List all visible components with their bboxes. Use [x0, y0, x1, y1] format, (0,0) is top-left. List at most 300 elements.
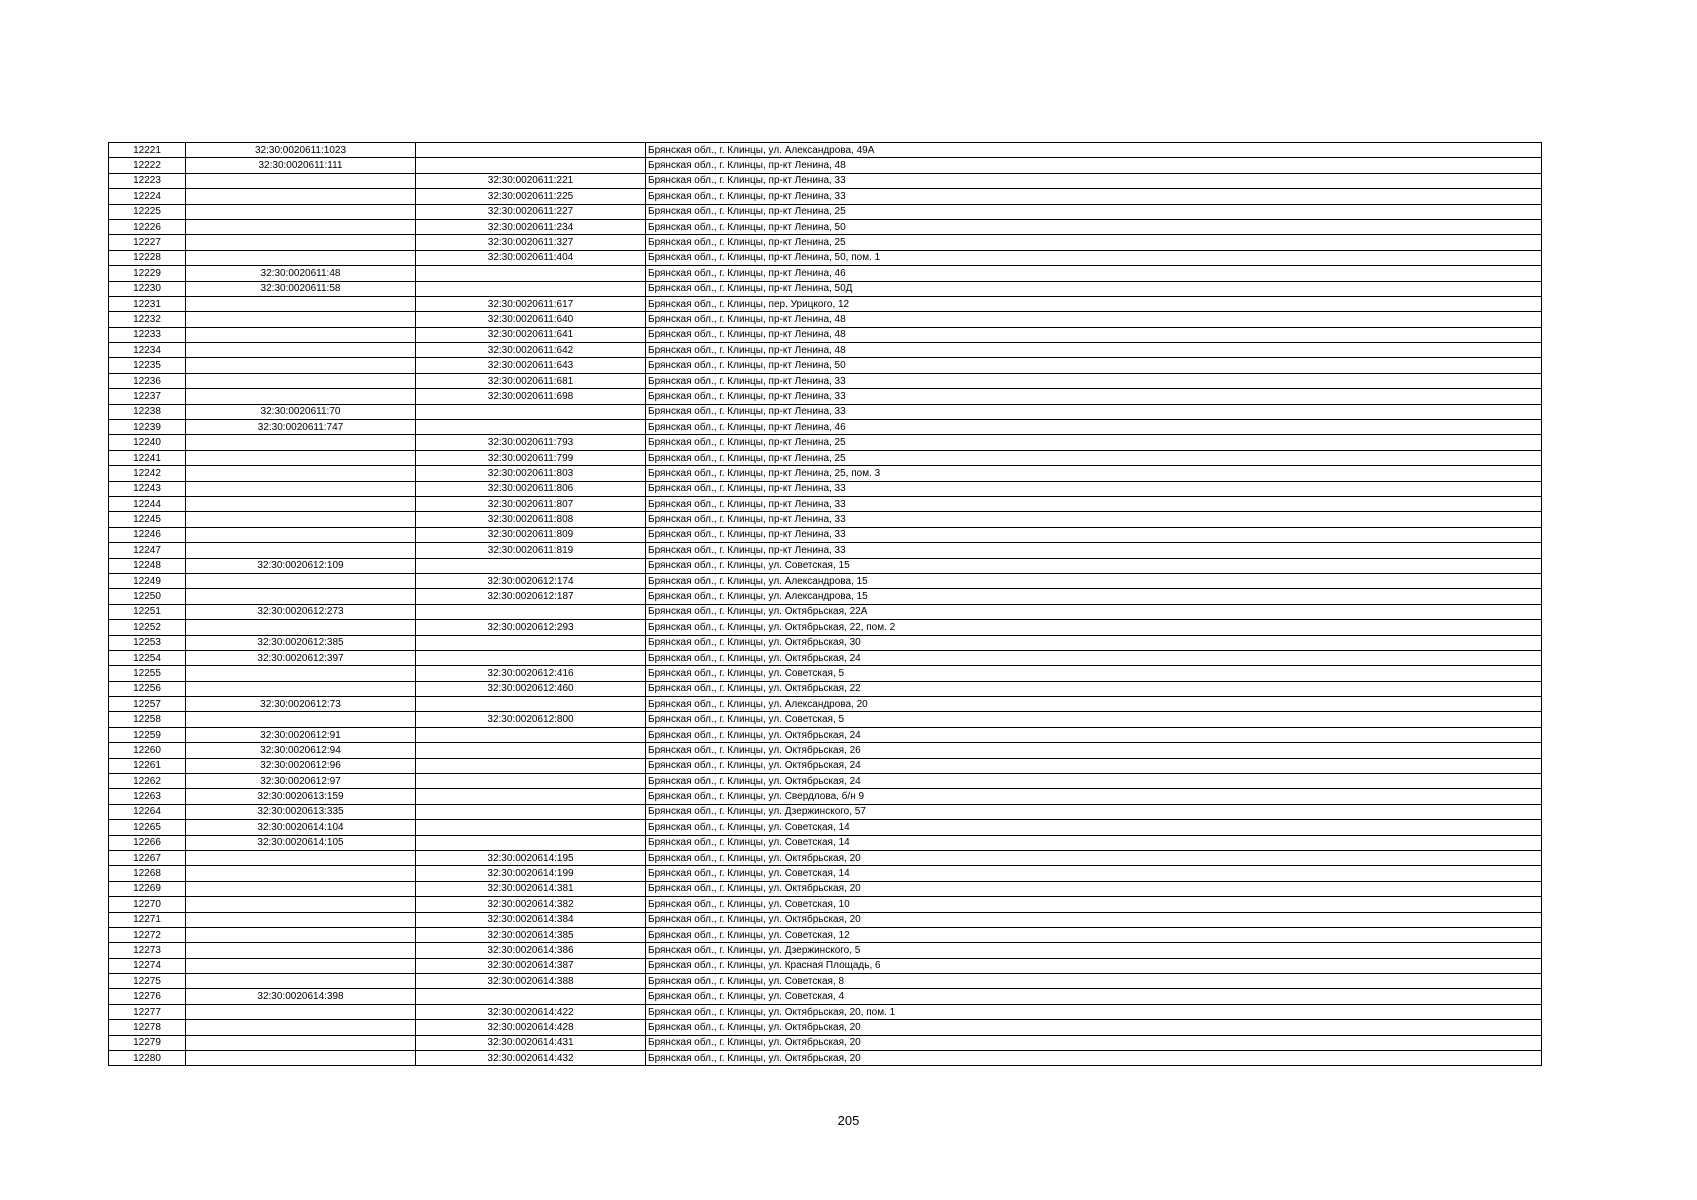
address-cell: Брянская обл., г. Клинцы, ул. Октябрьская, 24	[646, 774, 1542, 789]
cadastral-number-cell	[186, 189, 416, 204]
cadastral-number-cell-alt: 32:30:0020612:293	[416, 620, 646, 635]
row-number-cell: 12225	[109, 204, 186, 219]
row-number-cell: 12226	[109, 219, 186, 234]
row-number-cell: 12265	[109, 820, 186, 835]
table-row	[109, 496, 1542, 511]
cadastral-number-cell-alt: 32:30:0020611:803	[416, 466, 646, 481]
row-number-cell: 12238	[109, 404, 186, 419]
table-row	[109, 573, 1542, 588]
table-row	[109, 589, 1542, 604]
address-cell: Брянская обл., г. Клинцы, ул. Октябрьская, 20	[646, 912, 1542, 927]
row-number-cell: 12247	[109, 543, 186, 558]
row-number-cell: 12266	[109, 835, 186, 850]
cadastral-number-cell-alt	[416, 820, 646, 835]
cadastral-number-cell-alt: 32:30:0020611:641	[416, 327, 646, 342]
table-row	[109, 774, 1542, 789]
cadastral-number-cell	[186, 466, 416, 481]
cadastral-number-cell: 32:30:0020612:73	[186, 697, 416, 712]
cadastral-number-cell: 32:30:0020611:48	[186, 266, 416, 281]
address-cell: Брянская обл., г. Клинцы, пр-кт Ленина, 50	[646, 358, 1542, 373]
table-row	[109, 743, 1542, 758]
table-row	[109, 958, 1542, 973]
table-row	[109, 620, 1542, 635]
address-cell: Брянская обл., г. Клинцы, ул. Дзержинского, 5	[646, 943, 1542, 958]
cadastral-number-cell	[186, 897, 416, 912]
cadastral-number-cell-alt: 32:30:0020612:174	[416, 573, 646, 588]
address-cell: Брянская обл., г. Клинцы, пр-кт Ленина, 33	[646, 481, 1542, 496]
cadastral-number-cell	[186, 327, 416, 342]
table-row	[109, 912, 1542, 927]
row-number-cell: 12259	[109, 727, 186, 742]
cadastral-number-cell-alt	[416, 604, 646, 619]
address-cell: Брянская обл., г. Клинцы, ул. Октябрьская, 24	[646, 758, 1542, 773]
address-cell: Брянская обл., г. Клинцы, ул. Советская, 14	[646, 866, 1542, 881]
table-row	[109, 343, 1542, 358]
address-cell: Брянская обл., г. Клинцы, пр-кт Ленина, 33	[646, 189, 1542, 204]
table-row	[109, 389, 1542, 404]
cadastral-number-cell: 32:30:0020612:91	[186, 727, 416, 742]
row-number-cell: 12268	[109, 866, 186, 881]
cadastral-number-cell: 32:30:0020614:105	[186, 835, 416, 850]
address-cell: Брянская обл., г. Клинцы, ул. Советская, 12	[646, 927, 1542, 942]
address-cell: Брянская обл., г. Клинцы, ул. Свердлова, б/н 9	[646, 789, 1542, 804]
row-number-cell: 12248	[109, 558, 186, 573]
address-cell: Брянская обл., г. Клинцы, ул. Октябрьская, 24	[646, 650, 1542, 665]
row-number-cell: 12274	[109, 958, 186, 973]
table-row	[109, 235, 1542, 250]
address-cell: Брянская обл., г. Клинцы, ул. Советская, 14	[646, 835, 1542, 850]
address-cell: Брянская обл., г. Клинцы, ул. Советская, 4	[646, 989, 1542, 1004]
cadastral-number-cell-alt: 32:30:0020614:385	[416, 927, 646, 942]
address-cell: Брянская обл., г. Клинцы, пр-кт Ленина, 25	[646, 435, 1542, 450]
table-row	[109, 219, 1542, 234]
table-row	[109, 450, 1542, 465]
cadastral-number-cell: 32:30:0020613:159	[186, 789, 416, 804]
address-cell: Брянская обл., г. Клинцы, ул. Советская, 5	[646, 712, 1542, 727]
row-number-cell: 12270	[109, 897, 186, 912]
cadastral-number-cell-alt: 32:30:0020614:428	[416, 1020, 646, 1035]
cadastral-number-cell: 32:30:0020612:397	[186, 650, 416, 665]
row-number-cell: 12249	[109, 573, 186, 588]
cadastral-number-cell-alt: 32:30:0020614:422	[416, 1004, 646, 1019]
table-row	[109, 373, 1542, 388]
cadastral-number-cell-alt: 32:30:0020614:199	[416, 866, 646, 881]
address-cell: Брянская обл., г. Клинцы, пр-кт Ленина, 46	[646, 420, 1542, 435]
table-row	[109, 189, 1542, 204]
row-number-cell: 12273	[109, 943, 186, 958]
table-row	[109, 789, 1542, 804]
table-row	[109, 327, 1542, 342]
address-cell: Брянская обл., г. Клинцы, ул. Октябрьская, 22А	[646, 604, 1542, 619]
cadastral-number-cell-alt	[416, 404, 646, 419]
cadastral-number-cell: 32:30:0020612:109	[186, 558, 416, 573]
address-cell: Брянская обл., г. Клинцы, ул. Октябрьская, 30	[646, 635, 1542, 650]
row-number-cell: 12233	[109, 327, 186, 342]
row-number-cell: 12267	[109, 850, 186, 865]
row-number-cell: 12279	[109, 1035, 186, 1050]
table-row	[109, 681, 1542, 696]
address-cell: Брянская обл., г. Клинцы, ул. Октябрьская, 20	[646, 1035, 1542, 1050]
row-number-cell: 12275	[109, 974, 186, 989]
cadastral-number-cell-alt: 32:30:0020611:698	[416, 389, 646, 404]
address-cell: Брянская обл., г. Клинцы, пр-кт Ленина, 48	[646, 312, 1542, 327]
table-row	[109, 727, 1542, 742]
row-number-cell: 12224	[109, 189, 186, 204]
table-row	[109, 296, 1542, 311]
row-number-cell: 12240	[109, 435, 186, 450]
address-cell: Брянская обл., г. Клинцы, ул. Октябрьская, 26	[646, 743, 1542, 758]
address-cell: Брянская обл., г. Клинцы, пр-кт Ленина, 25	[646, 235, 1542, 250]
cadastral-number-cell: 32:30:0020611:1023	[186, 143, 416, 158]
cadastral-number-cell-alt: 32:30:0020611:617	[416, 296, 646, 311]
cadastral-number-cell-alt	[416, 835, 646, 850]
cadastral-number-cell	[186, 450, 416, 465]
cadastral-number-cell	[186, 1051, 416, 1066]
cadastral-number-cell-alt	[416, 789, 646, 804]
cadastral-number-cell	[186, 527, 416, 542]
address-cell: Брянская обл., г. Клинцы, пр-кт Ленина, 33	[646, 496, 1542, 511]
cadastral-number-cell: 32:30:0020611:58	[186, 281, 416, 296]
address-cell: Брянская обл., г. Клинцы, пр-кт Ленина, 33	[646, 389, 1542, 404]
cadastral-number-cell-alt: 32:30:0020614:384	[416, 912, 646, 927]
row-number-cell: 12236	[109, 373, 186, 388]
cadastral-number-cell-alt	[416, 727, 646, 742]
table-row	[109, 204, 1542, 219]
row-number-cell: 12263	[109, 789, 186, 804]
row-number-cell: 12222	[109, 158, 186, 173]
row-number-cell: 12277	[109, 1004, 186, 1019]
table-row	[109, 420, 1542, 435]
cadastral-number-cell	[186, 881, 416, 896]
table-row	[109, 558, 1542, 573]
address-cell: Брянская обл., г. Клинцы, ул. Красная Площадь, 6	[646, 958, 1542, 973]
row-number-cell: 12257	[109, 697, 186, 712]
cadastral-number-cell	[186, 666, 416, 681]
address-cell: Брянская обл., г. Клинцы, ул. Александрова, 15	[646, 589, 1542, 604]
address-cell: Брянская обл., г. Клинцы, пр-кт Ленина, 46	[646, 266, 1542, 281]
cadastral-number-cell: 32:30:0020611:70	[186, 404, 416, 419]
row-number-cell: 12234	[109, 343, 186, 358]
row-number-cell: 12258	[109, 712, 186, 727]
row-number-cell: 12269	[109, 881, 186, 896]
row-number-cell: 12229	[109, 266, 186, 281]
cadastral-number-cell	[186, 389, 416, 404]
row-number-cell: 12239	[109, 420, 186, 435]
cadastral-number-cell-alt: 32:30:0020611:809	[416, 527, 646, 542]
row-number-cell: 12227	[109, 235, 186, 250]
cadastral-number-cell-alt	[416, 558, 646, 573]
row-number-cell: 12243	[109, 481, 186, 496]
cadastral-number-cell-alt	[416, 635, 646, 650]
table-row	[109, 173, 1542, 188]
table-row	[109, 866, 1542, 881]
cadastral-number-cell-alt	[416, 804, 646, 819]
address-cell: Брянская обл., г. Клинцы, ул. Октябрьская, 22	[646, 681, 1542, 696]
cadastral-number-cell: 32:30:0020611:111	[186, 158, 416, 173]
address-cell: Брянская обл., г. Клинцы, пр-кт Ленина, 33	[646, 527, 1542, 542]
cadastral-number-cell-alt: 32:30:0020611:793	[416, 435, 646, 450]
row-number-cell: 12278	[109, 1020, 186, 1035]
cadastral-number-cell-alt	[416, 989, 646, 1004]
row-number-cell: 12241	[109, 450, 186, 465]
row-number-cell: 12260	[109, 743, 186, 758]
cadastral-number-cell-alt: 32:30:0020611:808	[416, 512, 646, 527]
table-row	[109, 835, 1542, 850]
cadastral-number-cell-alt	[416, 774, 646, 789]
cadastral-number-cell-alt	[416, 758, 646, 773]
table-row	[109, 481, 1542, 496]
cadastral-number-cell	[186, 1020, 416, 1035]
table-row	[109, 1051, 1542, 1066]
address-cell: Брянская обл., г. Клинцы, пр-кт Ленина, 33	[646, 512, 1542, 527]
table-row	[109, 712, 1542, 727]
table-row	[109, 666, 1542, 681]
table-row	[109, 1035, 1542, 1050]
table-row	[109, 527, 1542, 542]
table-row	[109, 758, 1542, 773]
table-row	[109, 250, 1542, 265]
row-number-cell: 12235	[109, 358, 186, 373]
table-row	[109, 312, 1542, 327]
cadastral-number-cell	[186, 373, 416, 388]
cadastral-number-cell	[186, 912, 416, 927]
row-number-cell: 12272	[109, 927, 186, 942]
address-cell: Брянская обл., г. Клинцы, пр-кт Ленина, 48	[646, 343, 1542, 358]
cadastral-number-cell-alt: 32:30:0020614:382	[416, 897, 646, 912]
address-cell: Брянская обл., г. Клинцы, пр-кт Ленина, 48	[646, 327, 1542, 342]
cadastral-number-cell	[186, 620, 416, 635]
table-row	[109, 466, 1542, 481]
row-number-cell: 12256	[109, 681, 186, 696]
row-number-cell: 12276	[109, 989, 186, 1004]
cadastral-number-cell	[186, 927, 416, 942]
cadastral-number-cell: 32:30:0020613:335	[186, 804, 416, 819]
cadastral-number-cell-alt: 32:30:0020612:187	[416, 589, 646, 604]
row-number-cell: 12246	[109, 527, 186, 542]
cadastral-number-cell-alt: 32:30:0020611:819	[416, 543, 646, 558]
cadastral-number-cell-alt: 32:30:0020614:431	[416, 1035, 646, 1050]
table-row	[109, 1004, 1542, 1019]
address-cell: Брянская обл., г. Клинцы, пр-кт Ленина, 25	[646, 204, 1542, 219]
cadastral-number-cell	[186, 573, 416, 588]
address-cell: Брянская обл., г. Клинцы, ул. Октябрьская, 20, пом. 1	[646, 1004, 1542, 1019]
cadastral-number-cell	[186, 958, 416, 973]
cadastral-number-cell	[186, 943, 416, 958]
table-row	[109, 820, 1542, 835]
cadastral-number-cell: 32:30:0020612:94	[186, 743, 416, 758]
row-number-cell: 12253	[109, 635, 186, 650]
address-cell: Брянская обл., г. Клинцы, ул. Александрова, 20	[646, 697, 1542, 712]
table-row	[109, 804, 1542, 819]
row-number-cell: 12255	[109, 666, 186, 681]
row-number-cell: 12261	[109, 758, 186, 773]
address-cell: Брянская обл., г. Клинцы, пр-кт Ленина, 50, пом. 1	[646, 250, 1542, 265]
table-row	[109, 281, 1542, 296]
cadastral-number-cell	[186, 512, 416, 527]
address-cell: Брянская обл., г. Клинцы, ул. Александрова, 49А	[646, 143, 1542, 158]
cadastral-number-cell-alt: 32:30:0020614:195	[416, 850, 646, 865]
address-cell: Брянская обл., г. Клинцы, пер. Урицкого, 12	[646, 296, 1542, 311]
cadastral-number-cell	[186, 312, 416, 327]
address-cell: Брянская обл., г. Клинцы, ул. Александрова, 15	[646, 573, 1542, 588]
cadastral-number-cell	[186, 343, 416, 358]
table-row	[109, 635, 1542, 650]
cadastral-number-cell-alt	[416, 650, 646, 665]
row-number-cell: 12237	[109, 389, 186, 404]
cadastral-number-cell-alt: 32:30:0020612:800	[416, 712, 646, 727]
row-number-cell: 12245	[109, 512, 186, 527]
cadastral-number-cell-alt: 32:30:0020611:640	[416, 312, 646, 327]
cadastral-number-cell	[186, 358, 416, 373]
row-number-cell: 12221	[109, 143, 186, 158]
cadastral-number-cell-alt: 32:30:0020611:806	[416, 481, 646, 496]
row-number-cell: 12264	[109, 804, 186, 819]
cadastral-number-cell-alt: 32:30:0020611:227	[416, 204, 646, 219]
address-cell: Брянская обл., г. Клинцы, ул. Дзержинского, 57	[646, 804, 1542, 819]
cadastral-number-cell: 32:30:0020612:385	[186, 635, 416, 650]
cadastral-number-cell	[186, 543, 416, 558]
cadastral-number-cell	[186, 250, 416, 265]
table-row	[109, 512, 1542, 527]
table-row	[109, 989, 1542, 1004]
cadastral-number-cell-alt: 32:30:0020611:225	[416, 189, 646, 204]
row-number-cell: 12262	[109, 774, 186, 789]
row-number-cell: 12230	[109, 281, 186, 296]
address-cell: Брянская обл., г. Клинцы, пр-кт Ленина, 25	[646, 450, 1542, 465]
address-cell: Брянская обл., г. Клинцы, ул. Октябрьская, 24	[646, 727, 1542, 742]
registry-table-body	[109, 143, 1542, 1066]
address-cell: Брянская обл., г. Клинцы, пр-кт Ленина, 33	[646, 173, 1542, 188]
cadastral-number-cell	[186, 204, 416, 219]
cadastral-number-cell	[186, 235, 416, 250]
cadastral-number-cell: 32:30:0020612:273	[186, 604, 416, 619]
cadastral-number-cell	[186, 173, 416, 188]
cadastral-number-cell-alt	[416, 266, 646, 281]
cadastral-number-cell-alt: 32:30:0020612:460	[416, 681, 646, 696]
cadastral-number-cell-alt: 32:30:0020614:432	[416, 1051, 646, 1066]
row-number-cell: 12232	[109, 312, 186, 327]
row-number-cell: 12242	[109, 466, 186, 481]
row-number-cell: 12250	[109, 589, 186, 604]
cadastral-number-cell	[186, 712, 416, 727]
cadastral-number-cell	[186, 866, 416, 881]
address-cell: Брянская обл., г. Клинцы, ул. Советская, 10	[646, 897, 1542, 912]
address-cell: Брянская обл., г. Клинцы, пр-кт Ленина, 48	[646, 158, 1542, 173]
table-row	[109, 650, 1542, 665]
cadastral-number-cell-alt	[416, 158, 646, 173]
row-number-cell: 12231	[109, 296, 186, 311]
cadastral-number-cell-alt	[416, 143, 646, 158]
address-cell: Брянская обл., г. Клинцы, пр-кт Ленина, 33	[646, 543, 1542, 558]
cadastral-number-cell-alt: 32:30:0020614:381	[416, 881, 646, 896]
cadastral-number-cell	[186, 435, 416, 450]
cadastral-number-cell	[186, 496, 416, 511]
address-cell: Брянская обл., г. Клинцы, ул. Октябрьская, 22, пом. 2	[646, 620, 1542, 635]
address-cell: Брянская обл., г. Клинцы, ул. Октябрьская, 20	[646, 1051, 1542, 1066]
cadastral-number-cell-alt: 32:30:0020611:643	[416, 358, 646, 373]
row-number-cell: 12271	[109, 912, 186, 927]
address-cell: Брянская обл., г. Клинцы, пр-кт Ленина, 50Д	[646, 281, 1542, 296]
cadastral-number-cell	[186, 681, 416, 696]
cadastral-number-cell-alt: 32:30:0020614:387	[416, 958, 646, 973]
address-cell: Брянская обл., г. Клинцы, пр-кт Ленина, 33	[646, 373, 1542, 388]
registry-table	[108, 142, 1542, 1066]
cadastral-number-cell-alt: 32:30:0020611:807	[416, 496, 646, 511]
address-cell: Брянская обл., г. Клинцы, ул. Октябрьская, 20	[646, 850, 1542, 865]
cadastral-number-cell: 32:30:0020614:398	[186, 989, 416, 1004]
cadastral-number-cell-alt: 32:30:0020611:221	[416, 173, 646, 188]
cadastral-number-cell-alt: 32:30:0020611:327	[416, 235, 646, 250]
address-cell: Брянская обл., г. Клинцы, пр-кт Ленина, 33	[646, 404, 1542, 419]
row-number-cell: 12228	[109, 250, 186, 265]
cadastral-number-cell-alt: 32:30:0020614:386	[416, 943, 646, 958]
cadastral-number-cell-alt: 32:30:0020612:416	[416, 666, 646, 681]
address-cell: Брянская обл., г. Клинцы, ул. Советская, 15	[646, 558, 1542, 573]
row-number-cell: 12254	[109, 650, 186, 665]
cadastral-number-cell: 32:30:0020612:96	[186, 758, 416, 773]
cadastral-number-cell-alt: 32:30:0020611:404	[416, 250, 646, 265]
address-cell: Брянская обл., г. Клинцы, ул. Советская, 5	[646, 666, 1542, 681]
table-row	[109, 881, 1542, 896]
address-cell: Брянская обл., г. Клинцы, ул. Советская, 8	[646, 974, 1542, 989]
table-row	[109, 266, 1542, 281]
cadastral-number-cell-alt: 32:30:0020611:799	[416, 450, 646, 465]
row-number-cell: 12251	[109, 604, 186, 619]
address-cell: Брянская обл., г. Клинцы, ул. Октябрьская, 20	[646, 1020, 1542, 1035]
cadastral-number-cell: 32:30:0020612:97	[186, 774, 416, 789]
cadastral-number-cell-alt	[416, 743, 646, 758]
address-cell: Брянская обл., г. Клинцы, ул. Советская, 14	[646, 820, 1542, 835]
page-number: 205	[837, 1113, 860, 1128]
cadastral-number-cell	[186, 1004, 416, 1019]
table-row	[109, 143, 1542, 158]
table-row	[109, 435, 1542, 450]
cadastral-number-cell	[186, 1035, 416, 1050]
cadastral-number-cell-alt	[416, 420, 646, 435]
address-cell: Брянская обл., г. Клинцы, пр-кт Ленина, 50	[646, 219, 1542, 234]
table-row	[109, 1020, 1542, 1035]
address-cell: Брянская обл., г. Клинцы, ул. Октябрьская, 20	[646, 881, 1542, 896]
cadastral-number-cell-alt	[416, 281, 646, 296]
row-number-cell: 12280	[109, 1051, 186, 1066]
cadastral-number-cell	[186, 974, 416, 989]
row-number-cell: 12223	[109, 173, 186, 188]
cadastral-number-cell: 32:30:0020611:747	[186, 420, 416, 435]
table-row	[109, 404, 1542, 419]
cadastral-number-cell	[186, 589, 416, 604]
cadastral-number-cell	[186, 481, 416, 496]
table-row	[109, 543, 1542, 558]
table-row	[109, 897, 1542, 912]
address-cell: Брянская обл., г. Клинцы, пр-кт Ленина, 25, пом. 3	[646, 466, 1542, 481]
cadastral-number-cell-alt: 32:30:0020611:234	[416, 219, 646, 234]
table-row	[109, 927, 1542, 942]
cadastral-number-cell: 32:30:0020614:104	[186, 820, 416, 835]
row-number-cell: 12244	[109, 496, 186, 511]
cadastral-number-cell	[186, 219, 416, 234]
table-row	[109, 974, 1542, 989]
cadastral-number-cell-alt: 32:30:0020611:642	[416, 343, 646, 358]
table-row	[109, 850, 1542, 865]
cadastral-number-cell-alt: 32:30:0020611:681	[416, 373, 646, 388]
table-row	[109, 604, 1542, 619]
cadastral-number-cell-alt	[416, 697, 646, 712]
cadastral-number-cell-alt: 32:30:0020614:388	[416, 974, 646, 989]
table-row	[109, 358, 1542, 373]
cadastral-number-cell	[186, 850, 416, 865]
table-row	[109, 697, 1542, 712]
row-number-cell: 12252	[109, 620, 186, 635]
